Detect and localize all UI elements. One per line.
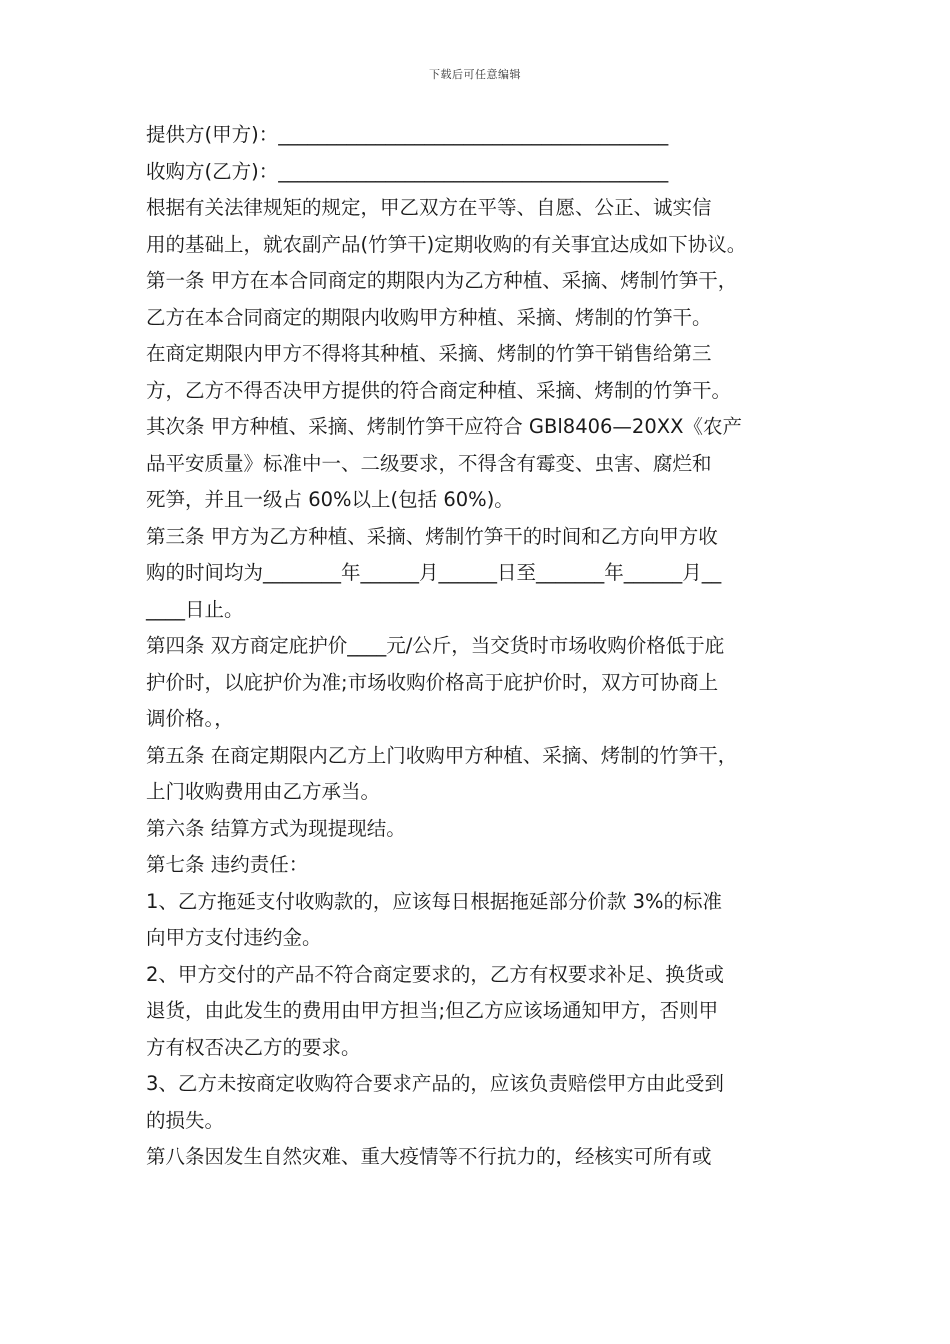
article-7-item-2-line: 2、甲方交付的产品不符合商定要求的，乙方有权要求补足、换货或: [146, 962, 724, 986]
article-7-item-1-line: 1、乙方拖延支付收购款的，应该每日根据拖延部分价款 3%的标准: [146, 889, 723, 913]
page-header-note: 下载后可任意编辑: [429, 68, 521, 81]
article-6-line: 第六条 结算方式为现提现结。: [146, 816, 406, 840]
article-3-line: 第三条 甲方为乙方种植、采摘、烤制竹笋干的时间和乙方向甲方收: [146, 524, 718, 548]
article-2-line: 品平安质量》标准中一、二级要求，不得含有霉变、虫害、腐烂和: [146, 451, 712, 475]
article-3-line: ____日止。: [146, 597, 244, 621]
article-4-line: 护价时，以庇护价为准;市场收购价格高于庇护价时，双方可协商上: [146, 670, 719, 694]
article-7-item-2-line: 退货，由此发生的费用由甲方担当;但乙方应该场通知甲方，否则甲: [146, 999, 719, 1022]
article-3-line: 购的时间均为________年______月______日至_______年______月__: [146, 561, 722, 584]
article-2-line: 死笋，并且一级占 60%以上(包括 60%)。: [146, 488, 514, 511]
article-4-line: 第四条 双方商定庇护价____元/公斤，当交货时市场收购价格低于庇: [146, 634, 725, 657]
article-7-heading: 第七条 违约责任：: [146, 853, 309, 876]
article-1-line: 在商定期限内甲方不得将其种植、采摘、烤制的竹笋干销售给第三: [146, 342, 712, 365]
article-1-line: 乙方在本合同商定的期限内收购甲方种植、采摘、烤制的竹笋干。: [146, 305, 712, 329]
article-7-item-1-line: 向甲方支付违约金。: [146, 926, 322, 949]
buyer-party-line: 收购方(乙方)：________________________________________: [146, 159, 669, 183]
supplier-party-line: 提供方(甲方)：________________________________________: [146, 123, 669, 146]
article-7-item-3-line: 3、乙方未按商定收购符合要求产品的，应该负责赔偿甲方由此受到: [146, 1072, 724, 1095]
article-4-line: 调价格。，: [146, 707, 234, 730]
article-1-line: 方，乙方不得否决甲方提供的符合商定种植、采摘、烤制的竹笋干。: [146, 378, 732, 402]
article-5-line: 上门收购费用由乙方承当。: [146, 780, 381, 803]
article-5-line: 第五条 在商定期限内乙方上门收购甲方种植、采摘、烤制的竹笋干，: [146, 743, 738, 767]
preamble-line: 根据有关法律规矩的规定，甲乙双方在平等、自愿、公正、诚实信: [146, 196, 712, 219]
contract-body: [146, 117, 818, 1176]
article-2-line: 其次条 甲方种植、采摘、烤制竹笋干应符合 GBl8406—20XX《农产: [146, 415, 742, 438]
article-7-item-2-line: 方有权否决乙方的要求。: [146, 1035, 361, 1059]
article-1-line: 第一条 甲方在本合同商定的期限内为乙方种植、采摘、烤制竹笋干，: [146, 269, 738, 292]
article-8-line: 第八条因发生自然灾难、重大疫情等不行抗力的，经核实可所有或: [146, 1145, 712, 1168]
article-7-item-3-line: 的损失。: [146, 1108, 225, 1132]
preamble-line: 用的基础上，就农副产品(竹笋干)定期收购的有关事宜达成如下协议。: [146, 232, 747, 256]
